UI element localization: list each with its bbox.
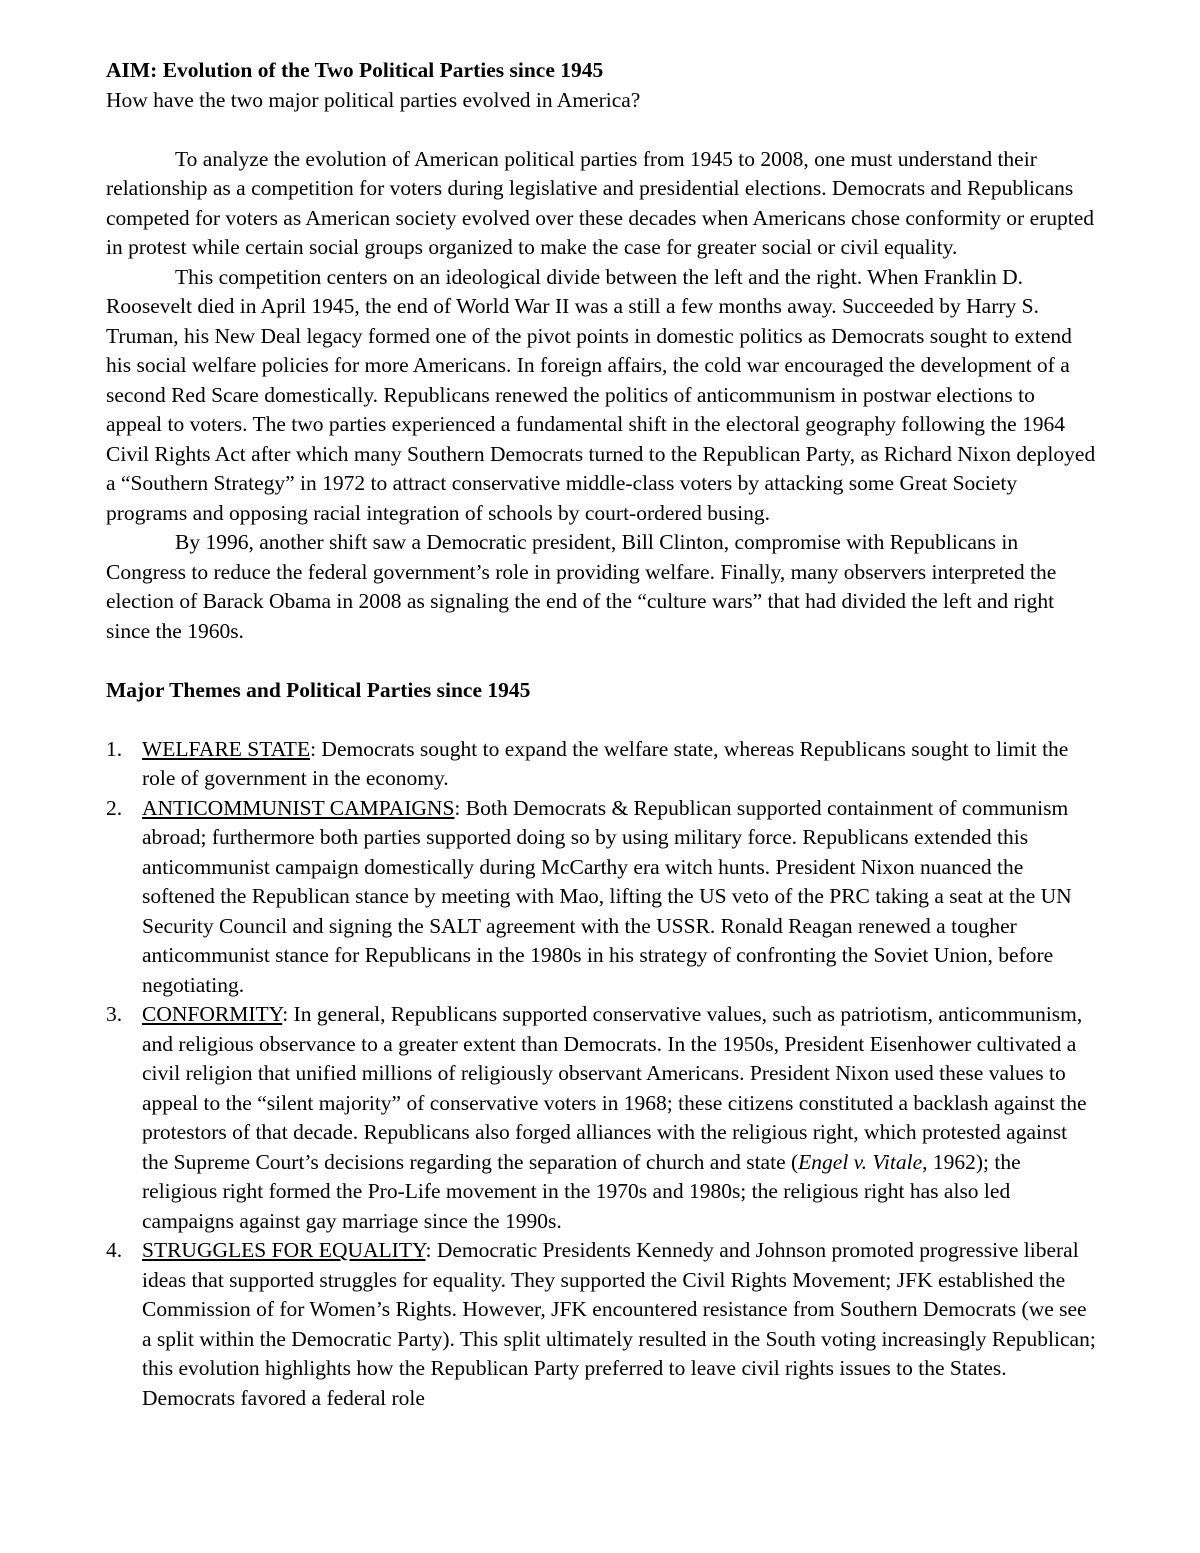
theme-term: WELFARE STATE	[142, 736, 311, 761]
aim-title: AIM: Evolution of the Two Political Parties since 1945	[106, 58, 604, 82]
theme-term: CONFORMITY	[142, 1002, 283, 1026]
aim-question: How have the two major political parties evolved in America?	[106, 87, 641, 112]
theme-item-welfare-state	[106, 735, 1096, 794]
theme-item-struggles-for-equality	[106, 1236, 1096, 1413]
theme-text: : Both Democrats & Republican supported containment of communism abroad; furthermore both parties supported doing so by using military force. Republicans extended this anticommunist campaign domestically during McCarthy era witch hunts. President Nixon nuanced the softened the Republican stance by meeting with Mao, lifting the US veto of the PRC taking a seat at the UN Security Council and signing the SALT agreement with the USSR. Ronald Reagan renewed a tougher anticommunist stance for Republicans in the 1980s in his strategy of confronting the Soviet Union, before negotiating.	[142, 795, 1072, 997]
theme-term: STRUGGLES FOR EQUALITY	[142, 1238, 426, 1262]
intro-paragraph-1: To analyze the evolution of American political parties from 1945 to 2008, one must understand their relationship as a competition for voters during legislative and presidential elections. Democrats and Republicans competed for voters as American society evolved over these decades when Americans chose conformity or erupted in protest while certain social groups organized to make the case for greater social or civil equality.	[106, 146, 1095, 259]
court-case-name: Engel v. Vitale	[798, 1149, 923, 1174]
list-number: 3.	[106, 1002, 123, 1026]
theme-text: : Democratic Presidents Kennedy and Johnson promoted progressive liberal ideas that supported struggles for equality. They supported the Civil Rights Movement; JFK established the Commission of for Women’s Rights. However, JFK encountered resistance from Southern Democrats (we see a split within the Democratic Party). This split ultimately resulted in the South voting increasingly Republican; this evolution highlights how the Republican Party preferred to leave civil rights issues to the States. Democrats favored a federal role	[142, 1238, 1096, 1410]
theme-term: ANTICOMMUNIST CAMPAIGNS	[142, 795, 455, 820]
list-number: 2.	[106, 795, 123, 820]
list-number: 4.	[106, 1238, 123, 1262]
document-page	[106, 56, 1096, 1413]
theme-item-conformity	[106, 1000, 1096, 1236]
intro-paragraph-3: By 1996, another shift saw a Democratic president, Bill Clinton, compromise with Republicans in Congress to reduce the federal government’s role in providing welfare. Finally, many observers interpreted the election of Barack Obama in 2008 as signaling the end of the “culture wars” that had divided the left and right since the 1960s.	[106, 530, 1057, 643]
theme-text: : In general, Republicans supported conservative values, such as patriotism, anticommunism, and religious observance to a greater extent than Democrats. In the 1950s, President Eisenhower cultivated a civil religion that unified millions of religiously observant Americans. President Nixon used these values to appeal to the “silent majority” of conservative voters in 1968; these citizens constituted a backlash against the protestors of that decade. Republicans also forged alliances with the religious right, which protested against the Supreme Court’s decisions regarding the separation of church and state (	[142, 1002, 1087, 1174]
list-number: 1.	[106, 736, 123, 761]
theme-text-continued: , 1962); the religious right formed the Pro-Life movement in the 1970s and 1980s; the religious right has also led campaigns against gay marriage since the 1990s.	[142, 1149, 1021, 1233]
theme-item-anticommunist-campaigns	[106, 794, 1096, 1001]
theme-text: : Democrats sought to expand the welfare state, whereas Republicans sought to limit the role of government in the economy.	[142, 736, 1069, 790]
themes-list	[106, 735, 1096, 1414]
intro-paragraph-2: This competition centers on an ideological divide between the left and the right. When Franklin D. Roosevelt died in April 1945, the end of World War II was a still a few months away. Succeeded by Harry S. Truman, his New Deal legacy formed one of the pivot points in domestic politics as Democrats sought to extend his social welfare policies for more Americans. In foreign affairs, the cold war encouraged the development of a second Red Scare domestically. Republicans renewed the politics of anticommunism in postwar elections to appeal to voters. The two parties experienced a fundamental shift in the electoral geography following the 1964 Civil Rights Act after which many Southern Democrats turned to the Republican Party, as Richard Nixon deployed a “Southern Strategy” in 1972 to attract conservative middle-class voters by attacking some Great Society programs and opposing racial integration of schools by court-ordered busing.	[106, 264, 1096, 525]
themes-heading: Major Themes and Political Parties since 1945	[106, 677, 531, 702]
